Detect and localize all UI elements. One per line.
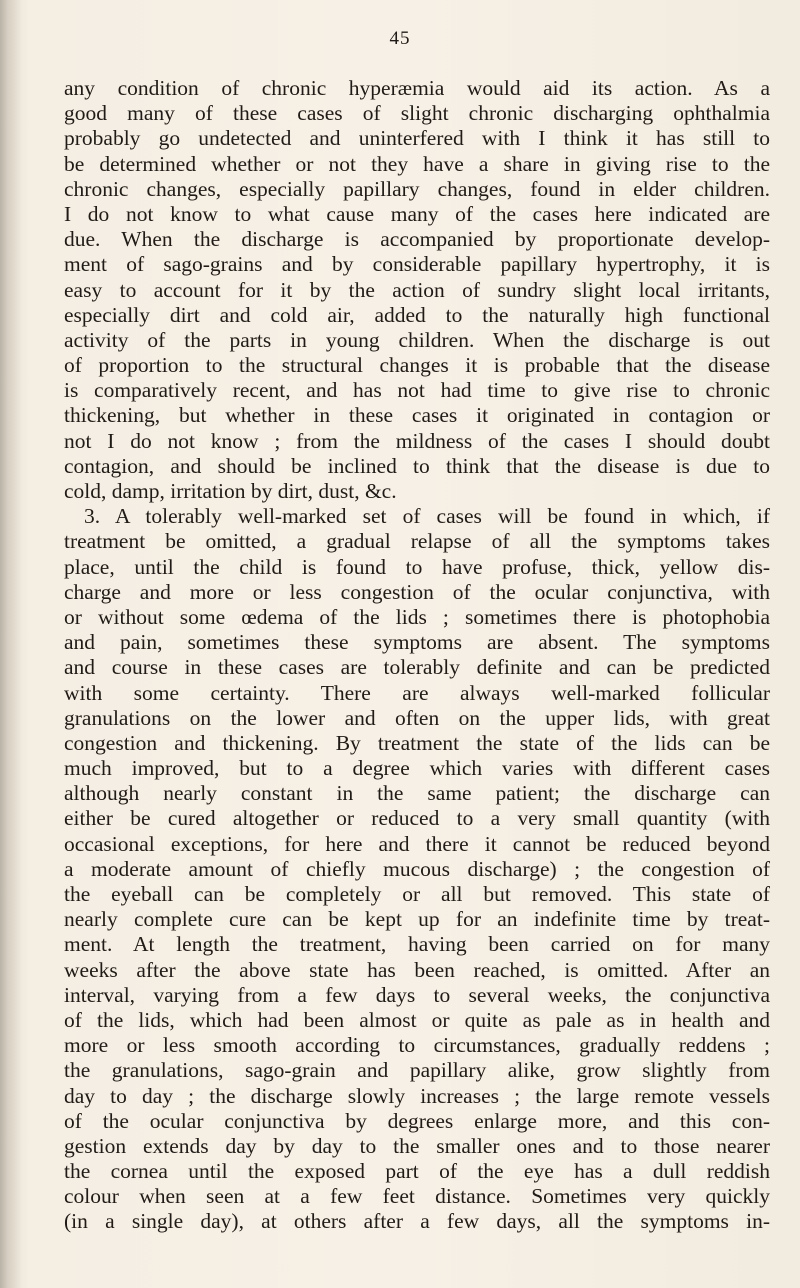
spine-shadow [0,0,22,1288]
text-line: although nearly constant in the same patient; the discharge can [64,781,770,806]
text-line: probably go undetected and uninterfered with I think it has still to [64,126,770,151]
text-line: a moderate amount of chiefly mucous discharge) ; the congestion of [64,856,770,881]
text-line: granulations on the lower and often on the upper lids, with great [64,705,770,730]
text-line: gestion extends day by day to the smaller ones and to those nearer [64,1133,770,1158]
text-line: weeks after the above state has been reached, is omitted. After an [64,957,770,982]
text-line: treatment be omitted, a gradual relapse of all the symptoms takes [64,529,770,554]
text-line: colour when seen at a few feet distance. Sometimes very quickly [64,1184,770,1209]
text-line: is comparatively recent, and has not had time to give rise to chronic [64,378,770,403]
text-line: any condition of chronic hyperæmia would aid its action. As a [64,76,770,100]
text-line: be determined whether or not they have a share in giving rise to the [64,151,770,176]
text-line: cold, damp, irritation by dirt, dust, &c. [64,479,397,503]
text-line: of the ocular conjunctiva by degrees enlarge more, and this con- [64,1108,770,1133]
text-line: much improved, but to a degree which varies with different cases [64,756,770,781]
text-line: interval, varying from a few days to several weeks, the conjunctiva [64,982,770,1007]
text-line: thickening, but whether in these cases it originated in contagion or [64,403,770,428]
text-line: the granulations, sago-grain and papillary alike, grow slightly from [64,1058,770,1083]
body-text [64,76,770,1235]
text-line: of the lids, which had been almost or quite as pale as in health and [64,1007,770,1032]
text-line: more or less smooth according to circumstances, gradually reddens ; [64,1033,770,1058]
text-line: the eyeball can be completely or all but removed. This state of [64,882,770,906]
text-line: and course in these cases are tolerably definite and can be predicted [64,655,770,680]
text-line: easy to account for it by the action of sundry slight local irritants, [64,277,770,302]
text-line: with some certainty. There are always well-marked follicular [64,680,770,705]
text-line: ment. At length the treatment, having been carried on for many [64,932,770,957]
text-line: not I do not know ; from the mildness of the cases I should doubt [64,428,770,453]
text-line: charge and more or less congestion of the ocular conjunctiva, with [64,579,770,604]
text-line: 3. A tolerably well-marked set of cases will be found in which, if [84,504,770,529]
text-line: nearly complete cure can be kept up for an indefinite time by treat- [64,907,770,932]
text-line: activity of the parts in young children. When the discharge is out [64,327,770,352]
text-line: or without some œdema of the lids ; sometimes there is photophobia [64,604,770,629]
text-line: and pain, sometimes these symptoms are absent. The symptoms [64,630,770,655]
text-line: I do not know to what cause many of the cases here indicated are [64,201,770,226]
text-line: either be cured altogether or reduced to a very small quantity (with [64,806,770,831]
text-line: of proportion to the structural changes it is probable that the disease [64,353,770,378]
text-line: place, until the child is found to have profuse, thick, yellow dis- [64,554,770,579]
text-line: chronic changes, especially papillary changes, found in elder children. [64,176,770,201]
text-line: especially dirt and cold air, added to the naturally high functional [64,302,770,327]
text-line: occasional exceptions, for here and there it cannot be reduced beyond [64,831,770,856]
text-line: congestion and thickening. By treatment the state of the lids can be [64,730,770,755]
page-number: 45 [389,28,411,49]
text-line: good many of these cases of slight chronic discharging ophthalmia [64,101,770,126]
text-line: (in a single day), at others after a few days, all the symptoms in- [64,1209,770,1234]
text-line: contagion, and should be inclined to think that the disease is due to [64,453,770,478]
text-line: due. When the discharge is accompanied by proportionate develop- [64,227,770,252]
text-line: ment of sago-grains and by considerable papillary hypertrophy, it is [64,252,770,277]
text-line: day to day ; the discharge slowly increases ; the large remote vessels [64,1083,770,1108]
text-line: the cornea until the exposed part of the eye has a dull reddish [64,1159,770,1184]
